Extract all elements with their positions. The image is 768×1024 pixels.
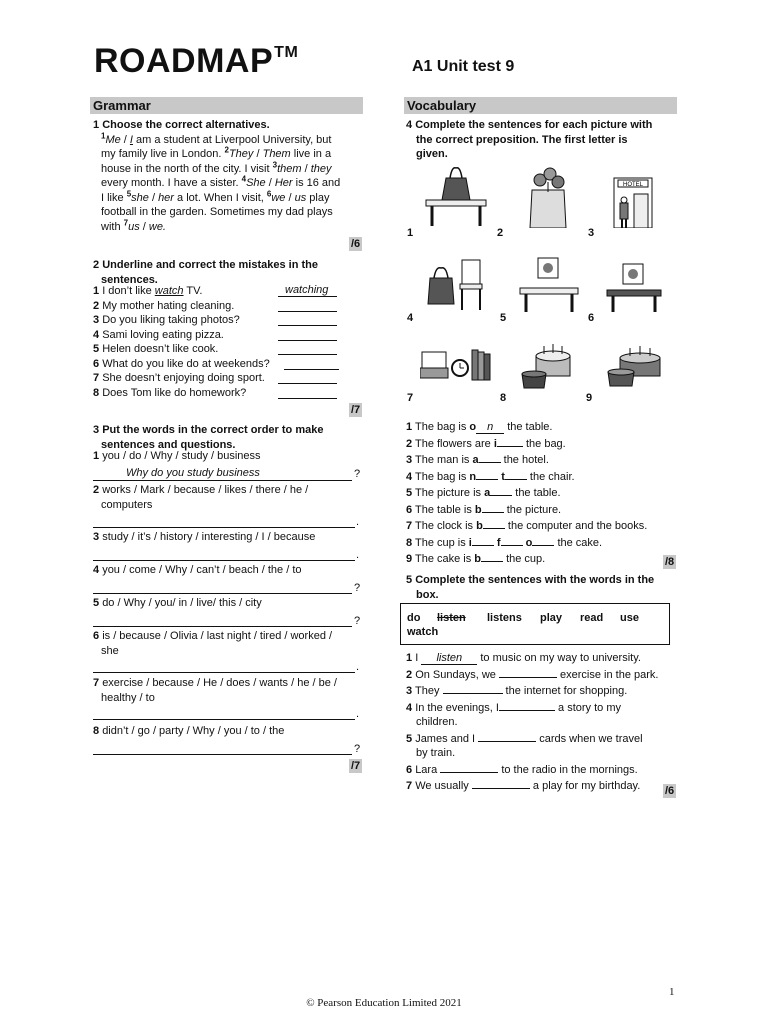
q3-end-2: . (356, 516, 360, 528)
q2-item: 1 I don’t like watch TV. (93, 285, 203, 297)
q3-item-2: 2 works / Mark / because / likes / there / he / computers (93, 484, 309, 511)
q3-end-3: . (356, 549, 360, 561)
q2-answer-line-1[interactable] (278, 296, 337, 297)
q4-answer-1[interactable]: n (476, 422, 504, 434)
q3-item-5: 5 do / Why / you/ in / live/ this / city (93, 597, 262, 609)
q2-item: 3 Do you liking taking photos? (93, 314, 240, 326)
word-use: use (620, 612, 639, 624)
q5-answer-2[interactable] (499, 666, 557, 678)
q4-items (406, 420, 674, 567)
q4-answer-8a[interactable] (472, 534, 494, 546)
picture-clock-between-computer-books (420, 346, 494, 384)
picture-cup-in-front-of-cake (516, 340, 574, 392)
picture-cake-behind-cup (604, 344, 664, 390)
q4-answer-6[interactable] (482, 501, 504, 513)
q3-end-8: ? (354, 743, 361, 755)
q2-item: 8 Does Tom like do homework? (93, 386, 247, 399)
picture-label-9: 9 (586, 392, 593, 404)
picture-bag-next-to-chair (424, 256, 488, 312)
picture-label-1: 1 (407, 227, 414, 239)
q4-item: 1 The bag is o n the table. (406, 421, 553, 433)
q3-answer-line-5[interactable] (93, 626, 352, 627)
q4-answer-4a[interactable] (476, 468, 498, 480)
q3-end-4: ? (354, 582, 361, 594)
q4-answer-7[interactable] (483, 517, 505, 529)
q5-item: 3 They the internet for shopping. (406, 682, 674, 699)
q5-answer-1[interactable]: listen (421, 653, 477, 665)
q4-answer-2[interactable] (497, 435, 523, 447)
q4-item: 7 The clock is b the computer and the books. (406, 517, 674, 534)
q4-answer-3[interactable] (479, 451, 501, 463)
q2-answer-line-5[interactable] (278, 354, 337, 355)
q1-instruction: 1 Choose the correct alternatives. (93, 119, 270, 131)
q2-answer-line-8[interactable] (278, 398, 337, 399)
q5-answer-7[interactable] (472, 777, 530, 789)
q3-example-answer: Why do you study business (126, 467, 260, 479)
word-do: do (407, 612, 421, 624)
vocabulary-header: Vocabulary (404, 97, 677, 114)
q5-answer-3[interactable] (443, 682, 503, 694)
picture-bag-on-table (424, 164, 488, 226)
q3-item-6: 6 is / because / Olivia / last night / tired / worked / she (93, 630, 333, 657)
q3-end-5: ? (354, 615, 361, 627)
picture-man-at-hotel (612, 176, 654, 228)
picture-picture-above-table (518, 256, 580, 312)
q5-item: 6 Lara to the radio in the mornings. (406, 761, 674, 778)
q3-end-1: ? (354, 468, 361, 480)
picture-table-below-picture (605, 262, 663, 312)
q5-item: 1 I listen to music on my way to university. (406, 652, 641, 664)
q4-item: 5 The picture is a the table. (406, 484, 674, 501)
q4-item: 2 The flowers are i the bag. (406, 435, 674, 452)
q4-item: 6 The table is b the picture. (406, 501, 674, 518)
q2-answer-line-2[interactable] (278, 311, 337, 312)
q3-item-1: 1 you / do / Why / study / business (93, 450, 261, 462)
q2-item: 4 Sami loving eating pizza. (93, 328, 224, 341)
q4-score: /8 (665, 556, 675, 568)
picture-label-8: 8 (500, 392, 507, 404)
word-listen: listen (437, 612, 466, 624)
copyright: © Pearson Education Limited 2021 (306, 997, 462, 1009)
q1-block (93, 118, 363, 234)
q2-answer-line-4[interactable] (278, 340, 337, 341)
q2-answer-line-3[interactable] (278, 325, 337, 326)
q2-item: 5 Helen doesn’t like cook. (93, 343, 219, 355)
q4-item: 8 The cup is i f o the cake. (406, 534, 674, 551)
q4-answer-9[interactable] (481, 550, 503, 562)
trademark: TM (274, 44, 299, 61)
q5-item: 7 We usually a play for my birthday. (406, 777, 674, 794)
q3-answer-line-4[interactable] (93, 593, 352, 594)
q5-items (406, 651, 674, 794)
q5-score: /6 (665, 785, 675, 797)
picture-flowers-in-bag (528, 166, 568, 228)
q4-item: 4 The bag is n t the chair. (406, 468, 674, 485)
q1-score: /6 (351, 238, 361, 250)
q3-score: /7 (351, 760, 361, 772)
q5-answer-6[interactable] (440, 761, 498, 773)
hotel-sign: HOTEL (622, 182, 644, 188)
q3-item-3: 3 study / it’s / history / interesting / I / because (93, 531, 316, 543)
q3-answer-line-8[interactable] (93, 754, 352, 755)
q5-item: 2 On Sundays, we exercise in the park. (406, 666, 674, 683)
q4-instruction: 4 Complete the sentences for each picture with the correct preposition. The first letter is given. (406, 119, 653, 160)
picture-label-3: 3 (588, 227, 595, 239)
word-read: read (580, 612, 604, 624)
q4-answer-5[interactable] (490, 484, 512, 496)
page-number: 1 (669, 986, 675, 998)
q5-instruction: 5 Complete the sentences with the words in the box. (406, 574, 655, 601)
q3-item-7: 7 exercise / because / He / does / wants / he / be / healthy / to (93, 677, 337, 704)
word-play: play (540, 612, 563, 624)
unit-title: A1 Unit test 9 (412, 58, 515, 75)
q5-item: 4 In the evenings, I a story to my children. (406, 699, 674, 730)
grammar-header: Grammar (90, 97, 363, 114)
q2-answer-line-6[interactable] (284, 369, 339, 370)
picture-label-6: 6 (588, 312, 595, 324)
picture-label-5: 5 (500, 312, 507, 324)
q5-answer-5[interactable] (478, 730, 536, 742)
q3-answer-line-6[interactable] (93, 672, 355, 673)
q1-text: $^1$Me / I am a student at Liverpool University, but my family live in London. $^2$They / Them live in a house in the north of the city. I visit $^3$them / they every month. I have a sister. $^4$She / Her is 16 and I like $^5$she / her a lot. When I visit, $^6$we / us play football in the garden. Sometimes my dad plays with $^7$us / we. (101, 130, 341, 233)
picture-label-4: 4 (407, 312, 414, 324)
picture-label-2: 2 (497, 227, 504, 239)
q3-answer-line-7[interactable] (93, 719, 355, 720)
q3-instruction: 3 Put the words in the correct order to make sentences and questions. (93, 424, 324, 451)
q4-answer-4b[interactable] (505, 468, 527, 480)
q4-answer-8c[interactable] (532, 534, 554, 546)
q3-end-6: . (356, 661, 360, 673)
q2-score: /7 (351, 404, 361, 416)
q4-answer-8b[interactable] (501, 534, 523, 546)
word-watch: watch (407, 626, 439, 638)
q5-answer-4[interactable] (499, 699, 555, 711)
q3-item-4: 4 you / come / Why / can’t / beach / the / to (93, 564, 302, 576)
q3-item-8: 8 didn’t / go / party / Why / you / to / the (93, 725, 285, 737)
q2-example-answer: watching (285, 284, 329, 296)
q2-instruction: 2 Underline and correct the mistakes in the sentences. (93, 259, 318, 286)
picture-label-7: 7 (407, 392, 414, 404)
q2-answer-line-7[interactable] (278, 383, 337, 384)
q2-item: 6 What do you like do at weekends? (93, 357, 270, 370)
q3-answer-line-3[interactable] (93, 560, 355, 561)
q3-end-7: . (356, 708, 360, 720)
q3-answer-line-2[interactable] (93, 527, 355, 528)
q5-item: 5 James and I cards when we travel by train. (406, 730, 674, 761)
q2-item: 2 My mother hating cleaning. (93, 299, 235, 312)
word-listens: listens (487, 612, 522, 624)
q4-item: 3 The man is a the hotel. (406, 451, 674, 468)
q4-item: 9 The cake is b the cup. (406, 550, 674, 567)
q2-item: 7 She doesn’t enjoying doing sport. (93, 372, 265, 384)
brand-title: ROADMAP™ (94, 42, 299, 80)
q3-answer-line-1[interactable] (93, 480, 352, 481)
